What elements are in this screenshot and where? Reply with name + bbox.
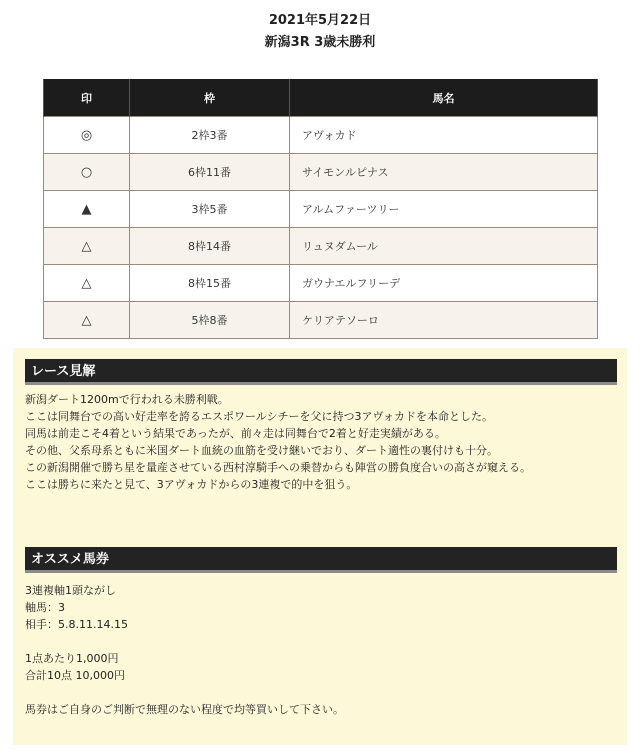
- per-point-amount: 1点あたり1,000円: [25, 652, 119, 665]
- analysis-line: この新潟開催で勝ち星を量産させている西村淳騎手への乗替からも陣営の勝負度合いの高さが窺える。: [25, 461, 531, 474]
- waku-cell: 2枠3番: [130, 117, 290, 154]
- axis-horse: 軸馬：3: [25, 601, 65, 614]
- mark-cell: △: [44, 265, 130, 302]
- horse-name-cell: アヴォカド: [290, 117, 598, 154]
- table-header-row: [44, 79, 598, 117]
- horse-name-cell: アルムファーツリー: [290, 191, 598, 228]
- recommend-text: [25, 582, 619, 718]
- analysis-line: ここは同舞台での高い好走率を誇るエスポワールシチーを父に持つ3アヴォカドを本命とした。: [25, 410, 494, 423]
- analysis-line: ここは勝ちに来たと見て、3アヴォカドからの3連複で的中を狙う。: [25, 478, 358, 491]
- race-name: 新潟3R 3歳未勝利: [264, 35, 376, 50]
- prediction-table: [43, 79, 598, 339]
- table-row: [44, 265, 598, 302]
- bet-type: 3連複軸1頭ながし: [25, 584, 116, 597]
- analysis-line: その他、父系母系ともに米国ダート血統の血筋を受け継いでおり、ダート適性の裏付けも十分。: [25, 444, 498, 457]
- race-date: 2021年5月22日: [268, 13, 372, 28]
- col-header-mark: 印: [44, 79, 130, 117]
- analysis-heading: レース見解: [25, 359, 617, 385]
- waku-cell: 3枠5番: [130, 191, 290, 228]
- table-row: [44, 154, 598, 191]
- analysis-text: [25, 391, 619, 493]
- content-panel: [13, 348, 627, 745]
- waku-cell: 8枠15番: [130, 265, 290, 302]
- recommend-heading: オススメ馬券: [25, 547, 617, 573]
- partner-horses: 相手：5.8.11.14.15: [25, 618, 128, 631]
- col-header-waku: 枠: [130, 79, 290, 117]
- col-header-horse: 馬名: [290, 79, 598, 117]
- mark-cell: ○: [44, 154, 130, 191]
- mark-cell: ◎: [44, 117, 130, 154]
- mark-cell: ▲: [44, 191, 130, 228]
- total-amount: 合計10点 10,000円: [25, 669, 125, 682]
- mark-cell: △: [44, 302, 130, 339]
- horse-name-cell: サイモンルピナス: [290, 154, 598, 191]
- waku-cell: 8枠14番: [130, 228, 290, 265]
- table-row: [44, 191, 598, 228]
- race-header: [0, 10, 640, 54]
- analysis-line: 新潟ダート1200mで行われる未勝利戦。: [25, 393, 229, 406]
- horse-name-cell: リュヌダムール: [290, 228, 598, 265]
- analysis-line: 同馬は前走こそ4着という結果であったが、前々走は同舞台で2着と好走実績がある。: [25, 427, 446, 440]
- waku-cell: 5枠8番: [130, 302, 290, 339]
- horse-name-cell: ガウナエルフリーデ: [290, 265, 598, 302]
- table-row: [44, 228, 598, 265]
- waku-cell: 6枠11番: [130, 154, 290, 191]
- table-row: [44, 302, 598, 339]
- horse-name-cell: ケリアテソーロ: [290, 302, 598, 339]
- mark-cell: △: [44, 228, 130, 265]
- bet-note: 馬券はご自身のご判断で無理のない程度で均等買いして下さい。: [25, 703, 344, 716]
- table-row: [44, 117, 598, 154]
